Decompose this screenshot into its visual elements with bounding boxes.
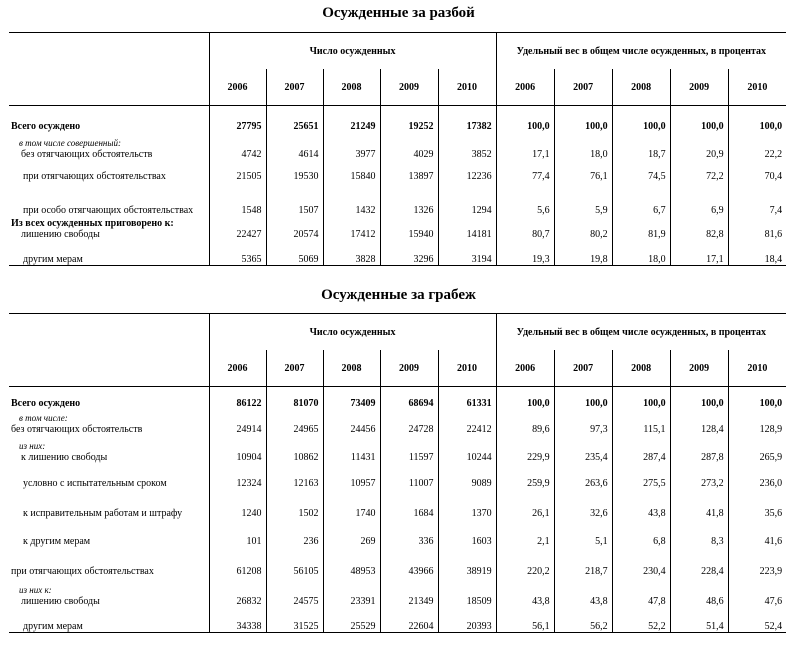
- share-cell: 80,2: [554, 216, 612, 240]
- year-header-count: 2009: [380, 350, 438, 387]
- share-cell: 5,6: [496, 182, 554, 216]
- row-label: [9, 519, 209, 547]
- year-header-count: 2008: [323, 350, 380, 387]
- row-label: [9, 577, 209, 607]
- share-cell: 41,8: [670, 489, 728, 519]
- share-cell: 32,6: [554, 489, 612, 519]
- year-header-count: 2009: [380, 69, 438, 106]
- corner-cell: [9, 314, 209, 387]
- share-cell: 18,0: [612, 240, 670, 266]
- count-cell: 24728: [380, 409, 438, 435]
- share-cell: 89,6: [496, 409, 554, 435]
- count-cell: 10904: [209, 435, 266, 463]
- count-cell: 21505: [209, 160, 266, 182]
- row-label-text: при отягчающих обстоятельствах: [23, 170, 166, 182]
- count-cell: 38919: [438, 547, 496, 577]
- row-group-label: из них:: [19, 440, 46, 451]
- table-row: [9, 519, 786, 547]
- row-label-text: другим мерам: [23, 621, 83, 632]
- table-row: [9, 182, 786, 216]
- share-cell: 100,0: [612, 106, 670, 132]
- count-cell: 236: [266, 519, 323, 547]
- share-cell: 41,6: [728, 519, 786, 547]
- share-cell: 17,1: [670, 240, 728, 266]
- share-cell: 220,2: [496, 547, 554, 577]
- share-cell: 128,9: [728, 409, 786, 435]
- share-cell: 52,2: [612, 607, 670, 633]
- row-label: [9, 607, 209, 633]
- count-cell: 26832: [209, 577, 266, 607]
- share-cell: 18,7: [612, 132, 670, 160]
- count-cell: 3852: [438, 132, 496, 160]
- count-cell: 22412: [438, 409, 496, 435]
- count-cell: 3296: [380, 240, 438, 266]
- count-cell: 34338: [209, 607, 266, 633]
- count-cell: 1240: [209, 489, 266, 519]
- share-cell: 52,4: [728, 607, 786, 633]
- count-cell: 269: [323, 519, 380, 547]
- share-cell: 70,4: [728, 160, 786, 182]
- share-cell: 6,7: [612, 182, 670, 216]
- count-cell: 4742: [209, 132, 266, 160]
- share-cell: 2,1: [496, 519, 554, 547]
- row-label-text: к лишению свободы: [21, 451, 108, 463]
- row-label-text: Всего осуждено: [11, 120, 81, 132]
- share-cell: 6,9: [670, 182, 728, 216]
- share-cell: 218,7: [554, 547, 612, 577]
- share-cell: 76,1: [554, 160, 612, 182]
- count-cell: 48953: [323, 547, 380, 577]
- count-cell: 4614: [266, 132, 323, 160]
- share-cell: 115,1: [612, 409, 670, 435]
- count-cell: 21249: [323, 106, 380, 132]
- count-cell: 10244: [438, 435, 496, 463]
- share-cell: 43,8: [612, 489, 670, 519]
- count-cell: 5069: [266, 240, 323, 266]
- row-label: [9, 409, 209, 435]
- share-cell: 48,6: [670, 577, 728, 607]
- count-cell: 24575: [266, 577, 323, 607]
- table-row: [9, 547, 786, 577]
- count-cell: 10862: [266, 435, 323, 463]
- share-cell: 74,5: [612, 160, 670, 182]
- count-cell: 1740: [323, 489, 380, 519]
- count-cell: 19530: [266, 160, 323, 182]
- row-label-text: при отягчающих обстоятельствах: [11, 565, 154, 577]
- table-row: [9, 409, 786, 435]
- count-cell: 10957: [323, 463, 380, 489]
- count-cell: 13897: [380, 160, 438, 182]
- corner-cell: [9, 33, 209, 106]
- count-cell: 1326: [380, 182, 438, 216]
- count-cell: 22604: [380, 607, 438, 633]
- row-label: [9, 547, 209, 577]
- count-cell: 4029: [380, 132, 438, 160]
- share-cell: 19,8: [554, 240, 612, 266]
- share-cell: 287,4: [612, 435, 670, 463]
- year-header-count: 2006: [209, 350, 266, 387]
- row-label: [9, 182, 209, 216]
- row-label: [9, 489, 209, 519]
- share-cell: 18,4: [728, 240, 786, 266]
- share-cell: 6,8: [612, 519, 670, 547]
- count-cell: 73409: [323, 387, 380, 409]
- share-cell: 51,4: [670, 607, 728, 633]
- share-cell: 100,0: [670, 106, 728, 132]
- share-cell: 43,8: [496, 577, 554, 607]
- row-label-text: Всего осуждено: [11, 397, 81, 409]
- count-cell: 336: [380, 519, 438, 547]
- year-header-share: 2008: [612, 350, 670, 387]
- row-label-text: лишению свободы: [21, 228, 100, 240]
- row-label: [9, 160, 209, 182]
- row-label-text: без отягчающих обстоятельств: [11, 423, 143, 435]
- share-cell: 47,6: [728, 577, 786, 607]
- table1-title: Осужденные за разбой: [322, 5, 475, 21]
- header-count: Число осужденных: [209, 314, 496, 351]
- row-label: [9, 240, 209, 266]
- count-cell: 61208: [209, 547, 266, 577]
- count-cell: 24965: [266, 409, 323, 435]
- count-cell: 43966: [380, 547, 438, 577]
- count-cell: 12236: [438, 160, 496, 182]
- year-header-share: 2007: [554, 69, 612, 106]
- share-cell: 22,2: [728, 132, 786, 160]
- share-cell: 100,0: [728, 387, 786, 409]
- share-cell: 275,5: [612, 463, 670, 489]
- share-cell: 35,6: [728, 489, 786, 519]
- share-cell: 287,8: [670, 435, 728, 463]
- table-row: [9, 132, 786, 160]
- year-header-share: 2008: [612, 69, 670, 106]
- header-count: Число осужденных: [209, 33, 496, 70]
- count-cell: 22427: [209, 216, 266, 240]
- table-theft: [9, 313, 786, 633]
- row-label: [9, 463, 209, 489]
- row-label: [9, 106, 209, 132]
- row-label: [9, 216, 209, 240]
- count-cell: 11431: [323, 435, 380, 463]
- year-header-share: 2006: [496, 69, 554, 106]
- row-label: [9, 435, 209, 463]
- count-cell: 27795: [209, 106, 266, 132]
- row-label-text: другим мерам: [23, 254, 83, 265]
- count-cell: 20393: [438, 607, 496, 633]
- count-cell: 101: [209, 519, 266, 547]
- row-label-text: условно с испытательным сроком: [23, 477, 167, 489]
- count-cell: 14181: [438, 216, 496, 240]
- count-cell: 86122: [209, 387, 266, 409]
- count-cell: 31525: [266, 607, 323, 633]
- share-cell: 56,2: [554, 607, 612, 633]
- row-group-label: в том числе:: [19, 412, 68, 423]
- header-share: Удельный вес в общем числе осужденных, в процентах: [496, 314, 786, 351]
- row-label-text: к исправительным работам и штрафу: [23, 507, 183, 519]
- count-cell: 1507: [266, 182, 323, 216]
- count-cell: 68694: [380, 387, 438, 409]
- share-cell: 273,2: [670, 463, 728, 489]
- share-cell: 5,1: [554, 519, 612, 547]
- row-label: [9, 387, 209, 409]
- count-cell: 17382: [438, 106, 496, 132]
- share-cell: 235,4: [554, 435, 612, 463]
- count-cell: 24914: [209, 409, 266, 435]
- table-row: [9, 106, 786, 132]
- year-header-share: 2006: [496, 350, 554, 387]
- row-label-text: без отягчающих обстоятельств: [21, 148, 153, 160]
- share-cell: 7,4: [728, 182, 786, 216]
- count-cell: 1502: [266, 489, 323, 519]
- table-row: [9, 160, 786, 182]
- table-row: [9, 435, 786, 463]
- row-label-text: к другим мерам: [23, 535, 91, 547]
- count-cell: 25651: [266, 106, 323, 132]
- share-cell: 100,0: [496, 387, 554, 409]
- share-cell: 47,8: [612, 577, 670, 607]
- share-cell: 5,9: [554, 182, 612, 216]
- share-cell: 263,6: [554, 463, 612, 489]
- year-header-count: 2007: [266, 350, 323, 387]
- year-header-share: 2009: [670, 69, 728, 106]
- count-cell: 24456: [323, 409, 380, 435]
- share-cell: 56,1: [496, 607, 554, 633]
- share-cell: 223,9: [728, 547, 786, 577]
- count-cell: 3977: [323, 132, 380, 160]
- count-cell: 1294: [438, 182, 496, 216]
- table-row: [9, 607, 786, 633]
- share-cell: 77,4: [496, 160, 554, 182]
- row-group-label: из них к:: [19, 584, 52, 595]
- share-cell: 100,0: [554, 387, 612, 409]
- count-cell: 1603: [438, 519, 496, 547]
- share-cell: 229,9: [496, 435, 554, 463]
- row-group-label: Из всех осужденных приговорено к:: [11, 217, 174, 229]
- count-cell: 23391: [323, 577, 380, 607]
- table-row: [9, 387, 786, 409]
- row-label-text: лишению свободы: [21, 595, 100, 607]
- count-cell: 11597: [380, 435, 438, 463]
- count-cell: 1548: [209, 182, 266, 216]
- year-header-count: 2008: [323, 69, 380, 106]
- count-cell: 81070: [266, 387, 323, 409]
- count-cell: 17412: [323, 216, 380, 240]
- share-cell: 100,0: [612, 387, 670, 409]
- share-cell: 100,0: [670, 387, 728, 409]
- count-cell: 61331: [438, 387, 496, 409]
- year-header-count: 2010: [438, 69, 496, 106]
- share-cell: 20,9: [670, 132, 728, 160]
- share-cell: 265,9: [728, 435, 786, 463]
- year-header-share: 2010: [728, 350, 786, 387]
- share-cell: 100,0: [728, 106, 786, 132]
- row-group-label: в том числе совершенный:: [19, 137, 121, 148]
- count-cell: 5365: [209, 240, 266, 266]
- count-cell: 20574: [266, 216, 323, 240]
- header-share: Удельный вес в общем числе осужденных, в процентах: [496, 33, 786, 70]
- year-header-share: 2009: [670, 350, 728, 387]
- share-cell: 81,6: [728, 216, 786, 240]
- count-cell: 1370: [438, 489, 496, 519]
- share-cell: 19,3: [496, 240, 554, 266]
- share-cell: 81,9: [612, 216, 670, 240]
- row-label-text: при особо отягчающих обстоятельствах: [23, 204, 194, 216]
- year-header-share: 2010: [728, 69, 786, 106]
- count-cell: 15840: [323, 160, 380, 182]
- year-header-count: 2007: [266, 69, 323, 106]
- share-cell: 100,0: [554, 106, 612, 132]
- share-cell: 97,3: [554, 409, 612, 435]
- share-cell: 17,1: [496, 132, 554, 160]
- count-cell: 18509: [438, 577, 496, 607]
- count-cell: 21349: [380, 577, 438, 607]
- count-cell: 3828: [323, 240, 380, 266]
- share-cell: 100,0: [496, 106, 554, 132]
- year-header-share: 2007: [554, 350, 612, 387]
- share-cell: 26,1: [496, 489, 554, 519]
- row-label: [9, 132, 209, 160]
- count-cell: 9089: [438, 463, 496, 489]
- count-cell: 12163: [266, 463, 323, 489]
- table-row: [9, 489, 786, 519]
- count-cell: 1432: [323, 182, 380, 216]
- count-cell: 19252: [380, 106, 438, 132]
- share-cell: 72,2: [670, 160, 728, 182]
- table-row: [9, 463, 786, 489]
- share-cell: 259,9: [496, 463, 554, 489]
- year-header-count: 2006: [209, 69, 266, 106]
- count-cell: 3194: [438, 240, 496, 266]
- count-cell: 11007: [380, 463, 438, 489]
- count-cell: 1684: [380, 489, 438, 519]
- table-row: [9, 240, 786, 266]
- share-cell: 18,0: [554, 132, 612, 160]
- share-cell: 82,8: [670, 216, 728, 240]
- share-cell: 128,4: [670, 409, 728, 435]
- share-cell: 228,4: [670, 547, 728, 577]
- table2-title: Осужденные за грабеж: [321, 287, 476, 303]
- share-cell: 236,0: [728, 463, 786, 489]
- share-cell: 230,4: [612, 547, 670, 577]
- count-cell: 25529: [323, 607, 380, 633]
- count-cell: 15940: [380, 216, 438, 240]
- count-cell: 12324: [209, 463, 266, 489]
- count-cell: 56105: [266, 547, 323, 577]
- table-row: [9, 577, 786, 607]
- share-cell: 80,7: [496, 216, 554, 240]
- year-header-count: 2010: [438, 350, 496, 387]
- share-cell: 8,3: [670, 519, 728, 547]
- table-row: [9, 216, 786, 240]
- share-cell: 43,8: [554, 577, 612, 607]
- table-robbery: [9, 32, 786, 266]
